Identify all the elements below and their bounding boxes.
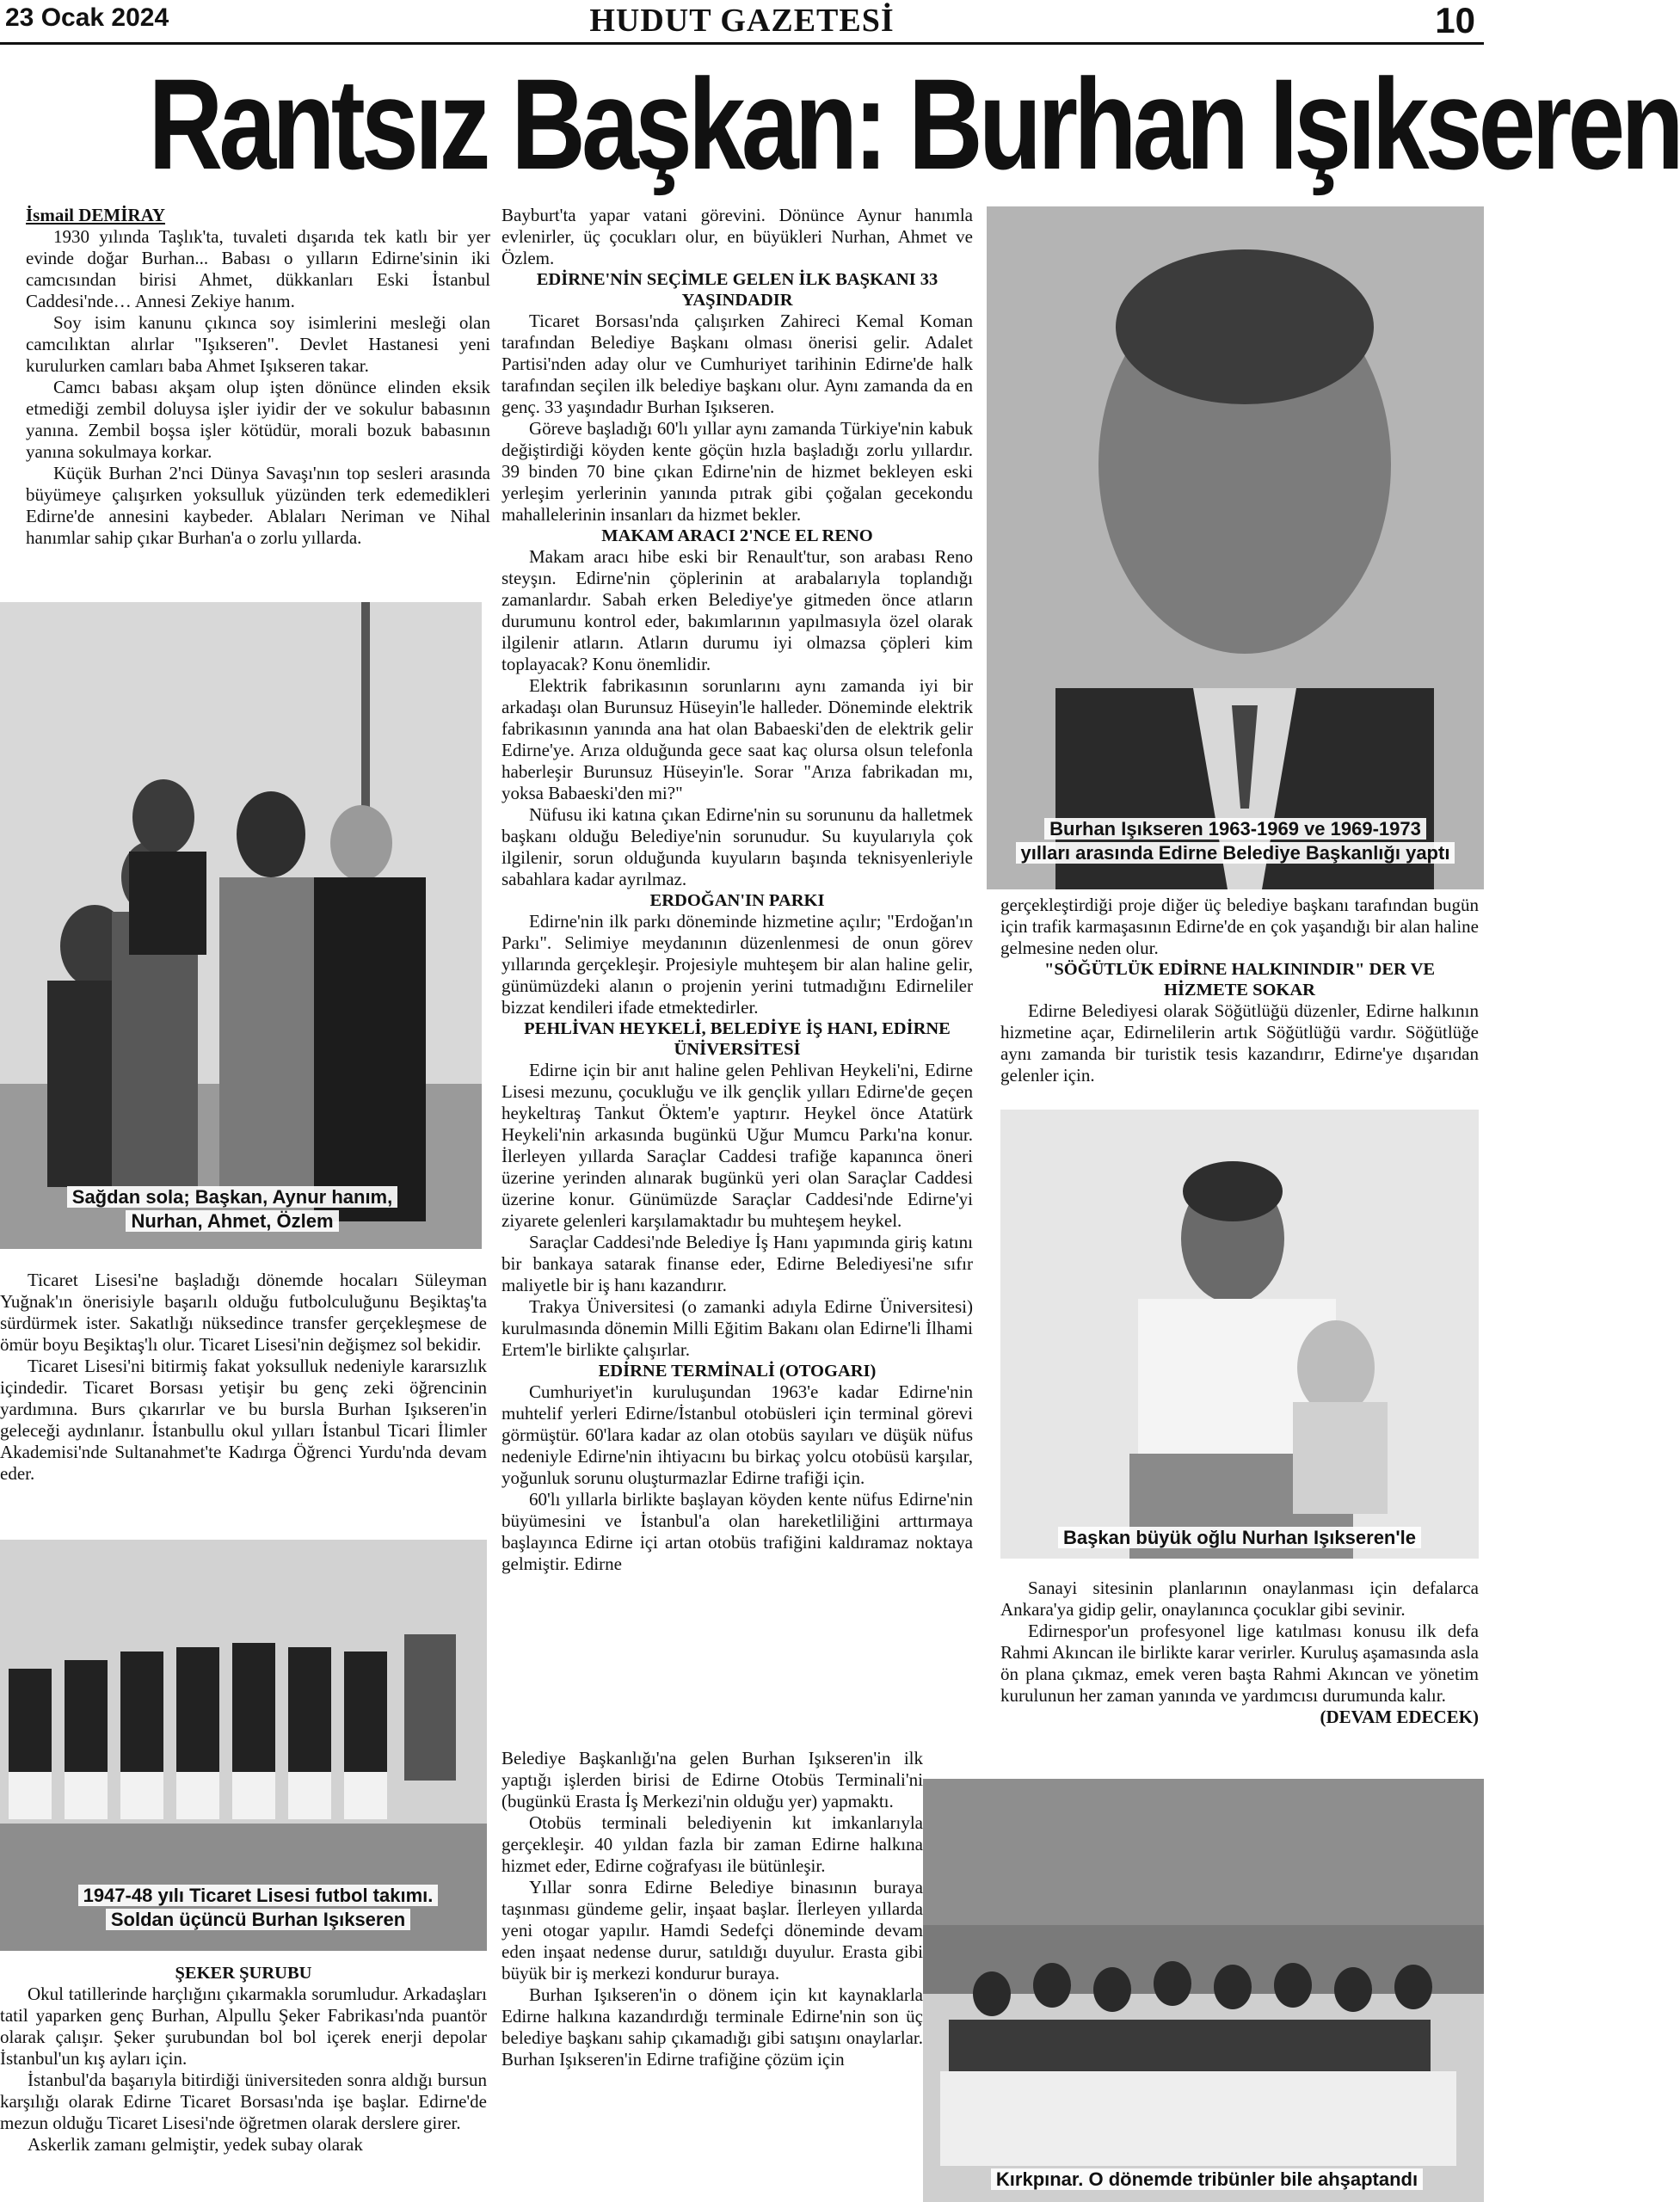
- paragraph: Küçük Burhan 2'nci Dünya Savaşı'nın top sesleri arasında büyümeye çalışırken yoksulluk yüzünden terk edemedikleri Edirne'de annesini kaybeder. Ablaları Neriman ve Nihal hanımlar sahip çıkar Burhan'a o zorlu yıllarda.: [26, 463, 490, 548]
- football-team-photo: [0, 1540, 487, 1951]
- subheading: MAKAM ARACI 2'NCE EL RENO: [601, 526, 873, 545]
- father-son-caption: [1043, 1526, 1436, 1550]
- paragraph: Okul tatillerinde harçlığını çıkarmakla sorumludur. Arkadaşları tatil yaparken genç Burhan, Alpullu Şeker Fabrikası'nda puantör olarak çalışır. Şeker şurubundan bol bol içerek enerji depolar İstanbul'un kış ayları için.: [0, 1984, 487, 2069]
- paragraph: Edirne Belediyesi olarak Söğütlüğü düzenler, Edirne halkının hizmetine açar, Edirnelilerin artık Söğütlüğü vardır. Söğütlüğe aynı zamanda bir turistik tesis kazandırır, Edirne'ye dışarıdan gelenler için.: [1000, 1000, 1479, 1086]
- portrait-caption: [992, 817, 1479, 865]
- headline: Rantsız Başkan: Burhan Işıkseren: [148, 52, 1680, 196]
- paragraph: Cumhuriyet'in kuruluşundan 1963'e kadar Edirne'nin muhtelif yerleri Edirne/İstanbul otobüsleri için terminal görevi görmüştür. 60'lara kadar az olan otobüs sayıları ve düşük nüfus nedeniyle Edirne'nin ihtiyacını bu birkaç yolcu otobüsü karşılar, yoğunluk sorunu oluşturmazlar Edirne trafiği için.: [502, 1381, 973, 1488]
- paragraph: Askerlik zamanı gelmiştir, yedek subay olarak: [28, 2134, 363, 2155]
- column-2-bottom: [502, 1748, 923, 2070]
- subheading: "SÖĞÜTLÜK EDİRNE HALKININDIR" DER VE HİZMETE SOKAR: [1043, 960, 1436, 1000]
- father-son-photo: [1000, 1110, 1479, 1559]
- paragraph: Edirnespor'un profesyonel lige katılması konusu ilk defa Rahmi Akıncan ile birlikte karar verirler. Kuruluş aşamasında asla ön plana çıkmaz, emek veren başta Rahmi Akıncan ve yönetim kurulunun her zaman yanında ve yardımcısı durumunda kalır.: [1000, 1621, 1479, 1706]
- caption-line: Sağdan sola; Başkan, Aynur hanım,: [67, 1186, 397, 1208]
- paragraph: Bayburt'ta yapar vatani görevini. Dönünce Aynur hanımla evlenirler, üç çocukları olur, en büyükleri Nurhan, Ahmet ve Özlem.: [502, 205, 973, 268]
- issue-date: 23 Ocak 2024: [5, 3, 169, 32]
- column-1-bottom: [0, 1963, 487, 2156]
- caption-line: Başkan büyük oğlu Nurhan Işıkseren'le: [1058, 1527, 1421, 1548]
- paragraph: Trakya Üniversitesi (o zamanki adıyla Edirne Üniversitesi) kurulmasında dönemin Milli Eğitim Bakanı olan Edirne'li İlhami Ertem'le birlikte çalışırlar.: [502, 1296, 973, 1360]
- paragraph: 1930 yılında Taşlık'ta, tuvaleti dışarıda tek katlı bir yer evinde doğar Burhan... Babası o yılların Edirne'sinin iki camcısından birisi Ahmet, dükkanları Eski İstanbul Caddesi'nde… Annesi Zekiye hanım.: [26, 226, 490, 311]
- caption-line: Nurhan, Ahmet, Özlem: [126, 1210, 338, 1232]
- paragraph: Edirne'nin ilk parkı döneminde hizmetine açılır; "Erdoğan'ın Parkı". Selimiye meydanının düzenlenmesi de onun görev yıllarında gerçekleşir. Projesiyle muhteşem bir alan haline gelir, günümüzdeki alanın o projenin yerini tutmadığını Edirneliler bizzat kendileri ifade etmektedirler.: [502, 911, 973, 1018]
- subheading: EDİRNE TERMİNALİ (OTOGARI): [598, 1362, 877, 1381]
- paragraph: Edirne için bir anıt haline gelen Pehlivan Heykeli'ni, Edirne Lisesi mezunu, çocukluğu ve ilk gençlik yılları Edirne'de geçen heykeltıraş Tankut Öktem'e yaptırır. Heykel önce Atatürk Heykeli'nin arkasında bugünkü Uğur Mumcu Parkı'na konur. İlerleyen yıllarda Saraçlar Caddesi trafiğe kapanınca öneri üzerine yerinden alınarak bugünkü yeri olan Saraçlar Caddesi üzerine konur. Günümüzde Saraçlar Caddesi'nde Edirne'yi ziyarete gelenleri karşılamaktadır bu muhteşem heykel.: [502, 1060, 973, 1231]
- father-son-photo-icon: [1000, 1110, 1479, 1559]
- caption-line: Kırkpınar. O dönemde tribünler bile ahşaptandı: [991, 2168, 1423, 2190]
- continued-label: (DEVAM EDECEK): [1320, 1707, 1479, 1727]
- paragraph: 60'lı yıllarla birlikte başlayan köyden kente nüfus Edirne'nin büyümesini ve İstanbul'a olan hareketliliğini arttırmaya başlayınca Edirne içi artan otobüs trafiğini kaldıramaz noktaya gelmiştir. Edirne: [502, 1489, 973, 1574]
- paragraph: Soy isim kanunu çıkınca soy isimlerini mesleği olan camcılıktan alırlar "Işıkseren". Devlet Hastanesi yeni kurulurken camları baba Ahmet Işıkseren takar.: [26, 312, 490, 376]
- paragraph: Ticaret Lisesi'ni bitirmiş fakat yoksulluk nedeniyle kararsızlık içindedir. Ticaret Borsası yetişir bu genç zeki öğrencinin yardımına. Burs çıkarırlar ve bu bursla Burhan Işıkseren'in geleceği aydınlanır. İstanbullu okul yılları İstanbul Ticari İlimler Akademisi'nde Sultanahmet'te Kadırga Öğrenci Yurdu'nda devam eder.: [0, 1356, 487, 1484]
- author-byline: İsmail DEMİRAY: [26, 205, 165, 225]
- paragraph: Elektrik fabrikasının sorunlarını aynı zamanda iyi bir arkadaşı olan Burunsuz Hüseyin'le halleder. Döneminde elektrik fabrikasının yanında ana hat olan Babaeski'den de elektrik gelir Edirne'ye. Arıza olduğunda gece saat kaç olursa olsun telefonla haberleşir Burunsuz Hüseyin'le. Sorar "Arıza fabrikadan mı, yoksa Babaeski'den mi?": [502, 675, 973, 803]
- paragraph: Yıllar sonra Edirne Belediye binasının buraya taşınması gündeme gelir, inşaat başlar. İlerleyen yıllarda yeni otogar yapılır. Hamdi Sedefçi döneminde devam eden inşaat nedense durur, satıldığı duyulur. Erasta gibi büyük bir iş merkezi kondurur buraya.: [502, 1877, 923, 1984]
- portrait-photo-icon: [987, 206, 1484, 889]
- family-photo: [0, 602, 482, 1249]
- newspaper-name: HUDUT GAZETESİ: [589, 3, 895, 39]
- page-number: 10: [1435, 0, 1475, 40]
- subheading: PEHLİVAN HEYKELİ, BELEDİYE İŞ HANI, EDİRNE ÜNİVERSİTESİ: [524, 1019, 951, 1059]
- paragraph: Otobüs terminali belediyenin kıt imkanlarıyla gerçekleşir. 40 yıldan fazla bir zaman Edirne halkına hizmet eder, Edirne coğrafyası ile bütünleşir.: [502, 1812, 923, 1876]
- kirkpinar-caption: [957, 2168, 1456, 2192]
- kirkpinar-tribune-photo: [923, 1779, 1484, 2202]
- paragraph: Makam aracı hibe eski bir Renault'tur, son arabası Reno steyşın. Edirne'nin çöplerinin at arabalarıyla toplandığı zamanlardır. Sabah erken Belediye'ye gitmeden önce atların durumunu kontrol eder, bakımlarının yapılmasıyla özel olarak ilgilenir atların. Atların durumu iyi olmazsa çöpleri kim toplayacak? Konu önemlidir.: [502, 546, 973, 674]
- caption-line: 1947-48 yılı Ticaret Lisesi futbol takımı.: [78, 1885, 439, 1906]
- family-photo-icon: [0, 602, 482, 1249]
- paragraph: Ticaret Borsası'nda çalışırken Zahireci Kemal Koman tarafından Belediye Başkanı olması önerisi gelir. Adalet Partisi'nden aday olur ve Cumhuriyet tarihinin Edirne'de halk tarafından seçilen ilk belediye başkanı olur. Aynı zamanda da en genç. 33 yaşındadır Burhan Işıkseren.: [502, 311, 973, 417]
- column-3-bottom: [1000, 1578, 1479, 1728]
- column-1-top: [26, 205, 490, 549]
- paragraph: gerçekleştirdiği proje diğer üç belediye başkanı tarafından bugün için trafik karmaşasının Edirne'de en çok yaşandığı bir alan haline gelmesine neden olur.: [1000, 895, 1479, 958]
- column-3-top: [1000, 895, 1479, 1086]
- masthead: [0, 0, 1484, 45]
- subheading: ŞEKER ŞURUBU: [175, 1964, 312, 1983]
- column-1-middle: [0, 1270, 487, 1485]
- paragraph: Sanayi sitesinin planlarının onaylanması için defalarca Ankara'ya gidip gelir, onaylanınca çocuklar gibi sevinir.: [1000, 1578, 1479, 1620]
- paragraph: Göreve başladığı 60'lı yıllar aynı zamanda Türkiye'nin kabuk değiştirdiği köyden kente göçün hızla başladığı zorlu yıllardır. 39 binden 70 bine çıkan Edirne'nin de hizmet bekleyen eski yerleşim yerlerinin yanında pıtrak gibi çoğalan gecekondu mahallelerinin insanları da hizmet bekler.: [502, 418, 973, 525]
- paragraph: Belediye Başkanlığı'na gelen Burhan Işıkseren'in ilk yaptığı işlerden birisi de Edirne Otobüs Terminali'ni (bugünkü Erasta İş Merkezi'nin olduğu yer) yapmaktı.: [502, 1748, 923, 1811]
- subheading: ERDOĞAN'IN PARKI: [649, 891, 825, 910]
- paragraph: İstanbul'da başarıyla bitirdiği üniversiteden sonra aldığı bursun karşılığı olarak Edirne Ticaret Borsası'nda işe başlar. Edirne'de mezun olduğu Ticaret Lisesi'nde öğretmen olarak derslere girer.: [0, 2070, 487, 2133]
- paragraph: Ticaret Lisesi'ne başladığı dönemde hocaları Süleyman Yuğnak'ın önerisiyle başarılı olduğu futbolculuğunu Beşiktaş'ta sürdürmek ister. Sakatlığı nüksedince transfer gerçekleşmese de ömür boyu Beşiktaş'lı olur. Ticaret Lisesi'nin değişmez sol bekidir.: [0, 1270, 487, 1355]
- family-photo-caption: [52, 1185, 413, 1233]
- caption-line: yılları arasında Edirne Belediye Başkanlığı yaptı: [1016, 842, 1455, 864]
- kirkpinar-tribune-photo-icon: [923, 1779, 1484, 2202]
- portrait-photo: [987, 206, 1484, 889]
- paragraph: Burhan Işıkseren'in o dönem için kıt kaynaklarla Edirne halkına kazandırdığı terminale Edirne'nin son üç belediye başkanı sahip çıkamadığı gibi satışını onaylarlar. Burhan Işıkseren'in Edirne trafiğine çözüm için: [502, 1984, 923, 2070]
- caption-line: Soldan üçüncü Burhan Işıkseren: [106, 1909, 410, 1930]
- paragraph: Saraçlar Caddesi'nde Belediye İş Hanı yapımında giriş katını bir bankaya satarak finanse eder, Edirne Belediyesi'ne sıfır maliyetle bir iş hanı kazandırır.: [502, 1232, 973, 1295]
- team-photo-caption: [52, 1884, 465, 1932]
- paragraph: Nüfusu iki katına çıkan Edirne'nin su sorununu da halletmek başkanı olduğu Belediye'nin sorunudur. Su kuyularıyla çok ilgilenir, sorun olduğunda kuyuların başında teknisyenleriyle sabahlara kadar ayrılmaz.: [502, 804, 973, 889]
- subheading: EDİRNE'NİN SEÇİMLE GELEN İLK BAŞKANI 33 YAŞINDADIR: [536, 270, 938, 310]
- paragraph: Camcı babası akşam olup işten dönünce elinden eksik etmediği zembil doluysa işler iyidir der ve sokulur babasının yanına. Zembil boşsa işler kötüdür, morali bozuk babasının yanına sokulmaya korkar.: [26, 377, 490, 462]
- caption-line: Burhan Işıkseren 1963-1969 ve 1969-1973: [1044, 818, 1426, 840]
- column-2: [502, 205, 973, 1575]
